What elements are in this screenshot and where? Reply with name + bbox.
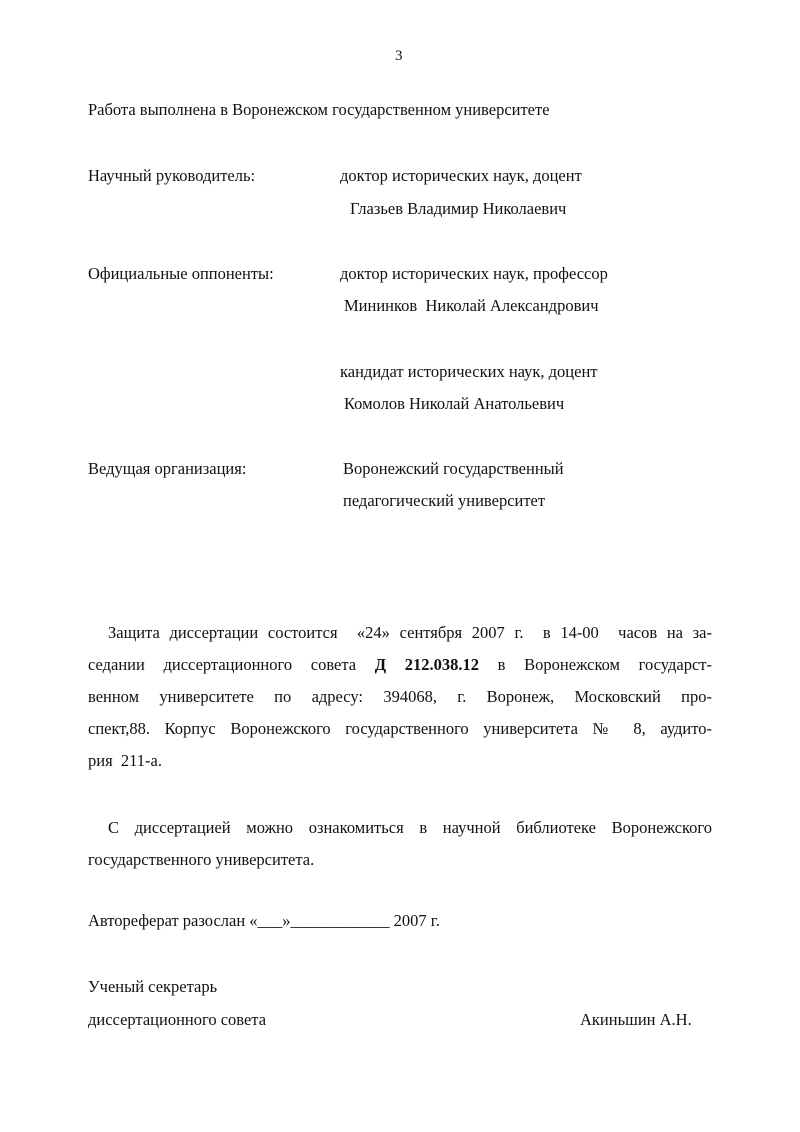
defense-line-2-b: в Воронежском государст-	[479, 655, 712, 674]
supervisor-label: Научный руководитель:	[88, 166, 256, 185]
defense-line-4: спект,88. Корпус Воронежского государственного университета № 8, аудито-	[88, 719, 712, 738]
opponent-1-title: доктор исторических наук, профессор	[340, 264, 608, 283]
defense-line-5: рия 211-а.	[88, 751, 163, 770]
secretary-line-1: Ученый секретарь	[88, 977, 218, 996]
defense-line-2	[88, 649, 712, 681]
library-line-2: государственного университета.	[88, 850, 315, 869]
lead-org-line-1: Воронежский государственный	[343, 459, 564, 478]
lead-org-label: Ведущая организация:	[88, 459, 247, 478]
intro-line: Работа выполнена в Воронежском государственном университете	[88, 100, 550, 119]
council-code: Д 212.038.12	[374, 655, 479, 674]
supervisor-title: доктор исторических наук, доцент	[340, 166, 582, 185]
opponents-label: Официальные оппоненты:	[88, 264, 274, 283]
opponent-2-name: Комолов Николай Анатольевич	[344, 394, 565, 413]
supervisor-name: Глазьев Владимир Николаевич	[350, 199, 567, 218]
library-paragraph	[88, 812, 712, 876]
lead-org-line-2: педагогический университет	[343, 491, 546, 510]
library-line-1: С диссертацией можно ознакомиться в научной библиотеке Воронежского	[108, 818, 712, 837]
secretary-name: Акиньшин А.Н.	[580, 1010, 692, 1029]
defense-line-3: венном университете по адресу: 394068, г. Воронеж, Московский про-	[88, 687, 712, 706]
defense-line-2-a: седании диссертационного совета	[88, 655, 375, 674]
secretary-line-2: диссертационного совета	[88, 1010, 267, 1029]
defense-paragraph	[88, 617, 712, 777]
distributed-line: Автореферат разослан «___»____________ 2007 г.	[88, 911, 440, 930]
opponent-1-name: Мининков Николай Александрович	[344, 296, 599, 315]
defense-line-1: Защита диссертации состоится «24» сентября 2007 г. в 14-00 часов на за-	[108, 623, 712, 642]
page-number: 3	[395, 48, 403, 64]
opponent-2-title: кандидат исторических наук, доцент	[340, 362, 598, 381]
